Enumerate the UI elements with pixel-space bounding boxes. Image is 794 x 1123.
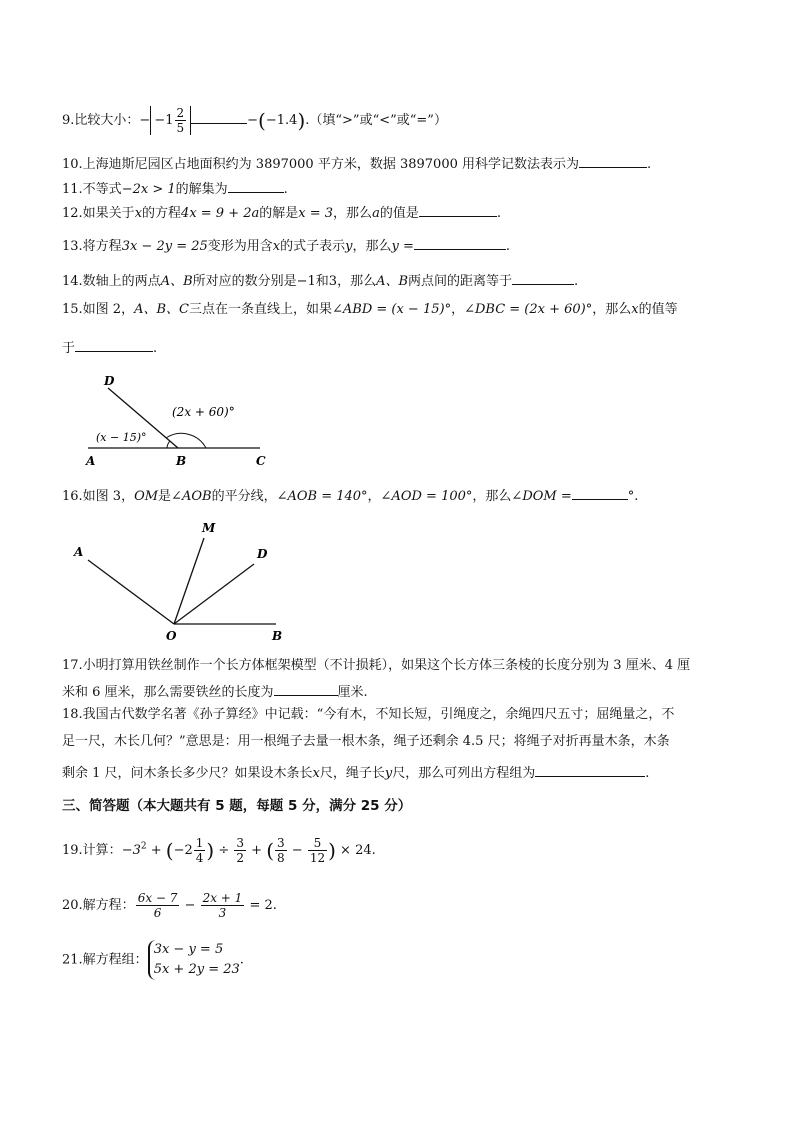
q16-om: OM	[134, 489, 159, 504]
q17-line2-suffix: 厘米.	[337, 685, 368, 700]
q9-prefix: 9.比较大小：	[62, 113, 140, 128]
q12-mid3: ，那么	[333, 206, 373, 221]
q17-line1: 17.小明打算用铁丝制作一个长方体框架模型（不计损耗），如果这个长方体三条棱的长度分别为 3 厘米、4 厘	[62, 658, 691, 673]
fig2-angle-left-label: (x − 15)°	[96, 431, 147, 444]
fig3-ray-oa	[88, 560, 174, 624]
q15-line1-suffix: 的值等	[638, 302, 678, 317]
q15-var-x: x	[631, 302, 639, 317]
q19-plus2: +	[247, 843, 267, 858]
question-17-line-2	[62, 681, 368, 703]
q21-prefix: 21.解方程组：	[62, 952, 148, 968]
q14-mid: 所对应的数分别是−1和3，那么	[192, 274, 377, 289]
question-18-line-1	[62, 705, 674, 725]
q18-answer-blank[interactable]	[535, 762, 645, 777]
q9-absolute-value	[150, 106, 191, 135]
q16-mid4: ，那么∠	[472, 489, 523, 504]
question-13	[62, 235, 510, 257]
q13-end: .	[505, 239, 511, 254]
fig2-label-a: A	[86, 454, 96, 468]
q13-answer-blank[interactable]	[414, 235, 506, 250]
question-16	[62, 485, 638, 507]
question-9	[62, 106, 447, 135]
q14-end: .	[574, 274, 579, 289]
question-10	[62, 153, 651, 175]
q19-end: .	[371, 843, 376, 858]
q20-f2-num: 2x + 1	[202, 891, 243, 905]
fig2-label-d: D	[104, 374, 115, 388]
q16-aod-100: AOD = 100°	[391, 489, 473, 504]
q18-line2: 足一尺，木长几何？”意思是：用一根绳子去量一根木条，绳子还剩余 4.5 尺；将绳子对折再量木条，木条	[62, 734, 670, 749]
q19-f4-den: 12	[309, 851, 326, 865]
q19-f3-num: 3	[277, 836, 285, 850]
q10-text: 10.上海迪斯尼园区占地面积约为 3897000 平方米，数据 3897000 用科学记数法表示为	[62, 157, 579, 172]
q19-f2-den: 2	[236, 851, 245, 865]
q16-mid2: 的平分线，∠	[211, 489, 288, 504]
q9-whole: 1	[165, 113, 174, 128]
q21-eq2: 5x + 2y = 23	[153, 962, 240, 977]
q13-lhs: y =	[391, 239, 414, 254]
figure-2-diagram	[80, 370, 280, 470]
question-18-line-2	[62, 732, 670, 752]
question-15-line-1	[62, 300, 678, 320]
q16-aob-140: AOB = 140°	[287, 489, 368, 504]
q19-paren2-open: (	[266, 838, 274, 863]
q15-mid2: ，∠	[451, 302, 475, 317]
q12-answer-blank[interactable]	[419, 202, 497, 217]
section-3-title: 三、简答题（本大题共有 5 题，每题 5 分，满分 25 分）	[62, 798, 412, 814]
q18-line1: 18.我国古代数学名著《孙子算经》中记载：“今有木，不知长短，引绳度之，余绳四尺五寸；屈绳量之，不	[62, 707, 675, 722]
q21-eq1: 3x − y = 5	[153, 942, 224, 957]
q20-f2-den: 3	[218, 906, 227, 920]
q16-dom: DOM =	[522, 489, 572, 504]
q12-mid: 的方程	[142, 206, 182, 221]
q20-f1-num: 6x − 7	[137, 891, 178, 905]
q18-mid: 尺，绳子长	[319, 766, 385, 781]
q21-system	[148, 940, 240, 980]
q19-f2-num: 3	[236, 836, 245, 850]
q10-answer-blank[interactable]	[579, 153, 647, 168]
q19-exponent: 2	[140, 841, 147, 852]
q19-f3-den: 8	[277, 851, 285, 865]
q9-paren-open: (	[258, 108, 266, 133]
q9-abs-sign: −	[154, 113, 166, 128]
q16-answer-blank[interactable]	[572, 485, 628, 500]
q11-prefix: 11.不等式	[62, 182, 122, 197]
q13-var-x: x	[272, 239, 281, 254]
q19-plus: +	[146, 843, 166, 858]
q19-whole: −2	[173, 843, 193, 858]
q16-aob: AOB	[181, 489, 212, 504]
q14-answer-blank[interactable]	[512, 270, 574, 285]
q9-dot: .	[305, 113, 310, 128]
q19-term1: −3	[121, 843, 141, 858]
q14-prefix: 14.数轴上的两点	[62, 274, 161, 289]
q19-frac-4	[308, 836, 327, 865]
q12-end: .	[496, 206, 501, 221]
q18-var-y: y	[384, 766, 393, 781]
q15-prefix: 15.如图 2，	[62, 302, 135, 317]
q12-mid2: 的解是	[259, 206, 299, 221]
fig2-label-b: B	[176, 454, 187, 468]
q12-solution: x = 3	[298, 206, 334, 221]
q20-f1-den: 6	[153, 906, 162, 920]
q12-suffix: 的值是	[379, 206, 419, 221]
q18-line3-prefix: 剩余 1 尺，问木条长多少尺？如果设木条长	[62, 766, 313, 781]
q18-mid2: 尺，那么可列出方程组为	[392, 766, 536, 781]
q11-answer-blank[interactable]	[228, 178, 284, 193]
question-21	[62, 940, 244, 980]
q13-mid2: 的式子表示	[280, 239, 346, 254]
fig3-label-a: A	[74, 545, 84, 559]
q19-prefix: 19.计算：	[62, 843, 122, 858]
q14-suffix: 两点间的距离等于	[408, 274, 513, 289]
q9-paren-close: )	[297, 108, 306, 133]
q13-mid: 变形为用含	[207, 239, 273, 254]
q9-minus2: −	[247, 113, 259, 128]
q19-f1-num: 1	[195, 836, 204, 850]
fig2-arc-left	[167, 441, 170, 448]
q17-line2-prefix: 米和 6 厘米，那么需要铁丝的长度为	[62, 685, 274, 700]
q15-points: A、B、C	[134, 302, 189, 317]
q19-paren-close: )	[206, 838, 215, 863]
q19-minus: −	[287, 843, 307, 858]
q18-var-x: x	[312, 766, 320, 781]
q9-hint: （填“>”或“<”或“=”）	[309, 113, 447, 128]
q20-prefix: 20.解方程：	[62, 898, 135, 913]
question-11	[62, 178, 288, 200]
q10-end: .	[647, 157, 652, 172]
q9-fraction	[175, 106, 187, 135]
q13-prefix: 13.将方程	[62, 239, 122, 254]
question-17-line-1	[62, 656, 690, 676]
fig2-arc-right	[166, 433, 206, 448]
q13-equation: 3x − 2y = 25	[121, 239, 208, 254]
q9-numerator: 2	[176, 106, 185, 120]
q19-paren-open: (	[165, 838, 174, 863]
question-12	[62, 202, 501, 224]
fig2-label-c: C	[256, 454, 266, 468]
q14-points2: A、B	[376, 274, 409, 289]
fig3-label-m: M	[202, 521, 216, 535]
question-15-line-2	[62, 337, 157, 359]
q9-answer-blank[interactable]	[191, 109, 247, 124]
q15-mid3: ，那么	[592, 302, 632, 317]
q20-minus: −	[180, 898, 200, 913]
q14-points: A、B	[160, 274, 193, 289]
q15-angle-dbc: DBC = (2x + 60)°	[474, 302, 593, 317]
q20-frac-1	[136, 891, 180, 920]
q9-denominator: 5	[176, 121, 185, 135]
q19-f1-den: 4	[195, 851, 204, 865]
fig3-ray-om	[174, 538, 204, 624]
q15-end: .	[153, 341, 158, 356]
q19-f4-num: 5	[308, 836, 327, 851]
q9-minus: −	[139, 113, 151, 128]
q16-mid3: ，∠	[367, 489, 392, 504]
figure-3-diagram	[68, 518, 298, 648]
question-18-line-3	[62, 762, 649, 784]
q12-var-x: x	[134, 206, 143, 221]
q19-frac-1	[194, 836, 206, 865]
q11-inequality: −2x > 1	[121, 182, 176, 197]
q15-mid: 三点在一条直线上，如果∠	[188, 302, 343, 317]
q20-frac-2	[201, 891, 245, 920]
q11-end: .	[283, 182, 288, 197]
q16-end: °.	[627, 489, 639, 504]
q12-equation: 4x = 9 + 2a	[181, 206, 260, 221]
q17-answer-blank[interactable]	[274, 681, 338, 696]
q16-mid: 是∠	[158, 489, 182, 504]
fig3-label-o: O	[166, 629, 177, 643]
question-20	[62, 891, 277, 920]
fig3-label-d: D	[257, 547, 268, 561]
question-14	[62, 270, 578, 292]
q21-end: .	[239, 952, 244, 968]
fig2-angle-right-label: (2x + 60)°	[172, 405, 235, 419]
question-19	[62, 836, 376, 865]
q19-frac-3	[275, 836, 287, 865]
q19-times: × 24	[335, 843, 372, 858]
q20-rhs: = 2.	[245, 898, 277, 913]
fig3-label-b: B	[272, 629, 283, 643]
q11-suffix: 的解集为	[175, 182, 228, 197]
q19-div: ÷	[214, 843, 234, 858]
q13-var-y: y	[345, 239, 353, 254]
q15-angle-abd: ABD = (x − 15)°	[342, 302, 452, 317]
q12-prefix: 12.如果关于	[62, 206, 135, 221]
q15-line2: 于	[62, 341, 76, 356]
q19-frac-2	[234, 836, 246, 865]
q9-paren-content: −1.4	[265, 113, 298, 128]
q18-end: .	[645, 766, 650, 781]
q19-paren2-close: )	[328, 838, 336, 863]
q13-mid3: ，那么	[352, 239, 392, 254]
q16-prefix: 16.如图 3，	[62, 489, 135, 504]
q12-var-a: a	[372, 206, 380, 221]
q15-answer-blank[interactable]	[75, 337, 153, 352]
fig3-ray-od	[174, 564, 254, 624]
